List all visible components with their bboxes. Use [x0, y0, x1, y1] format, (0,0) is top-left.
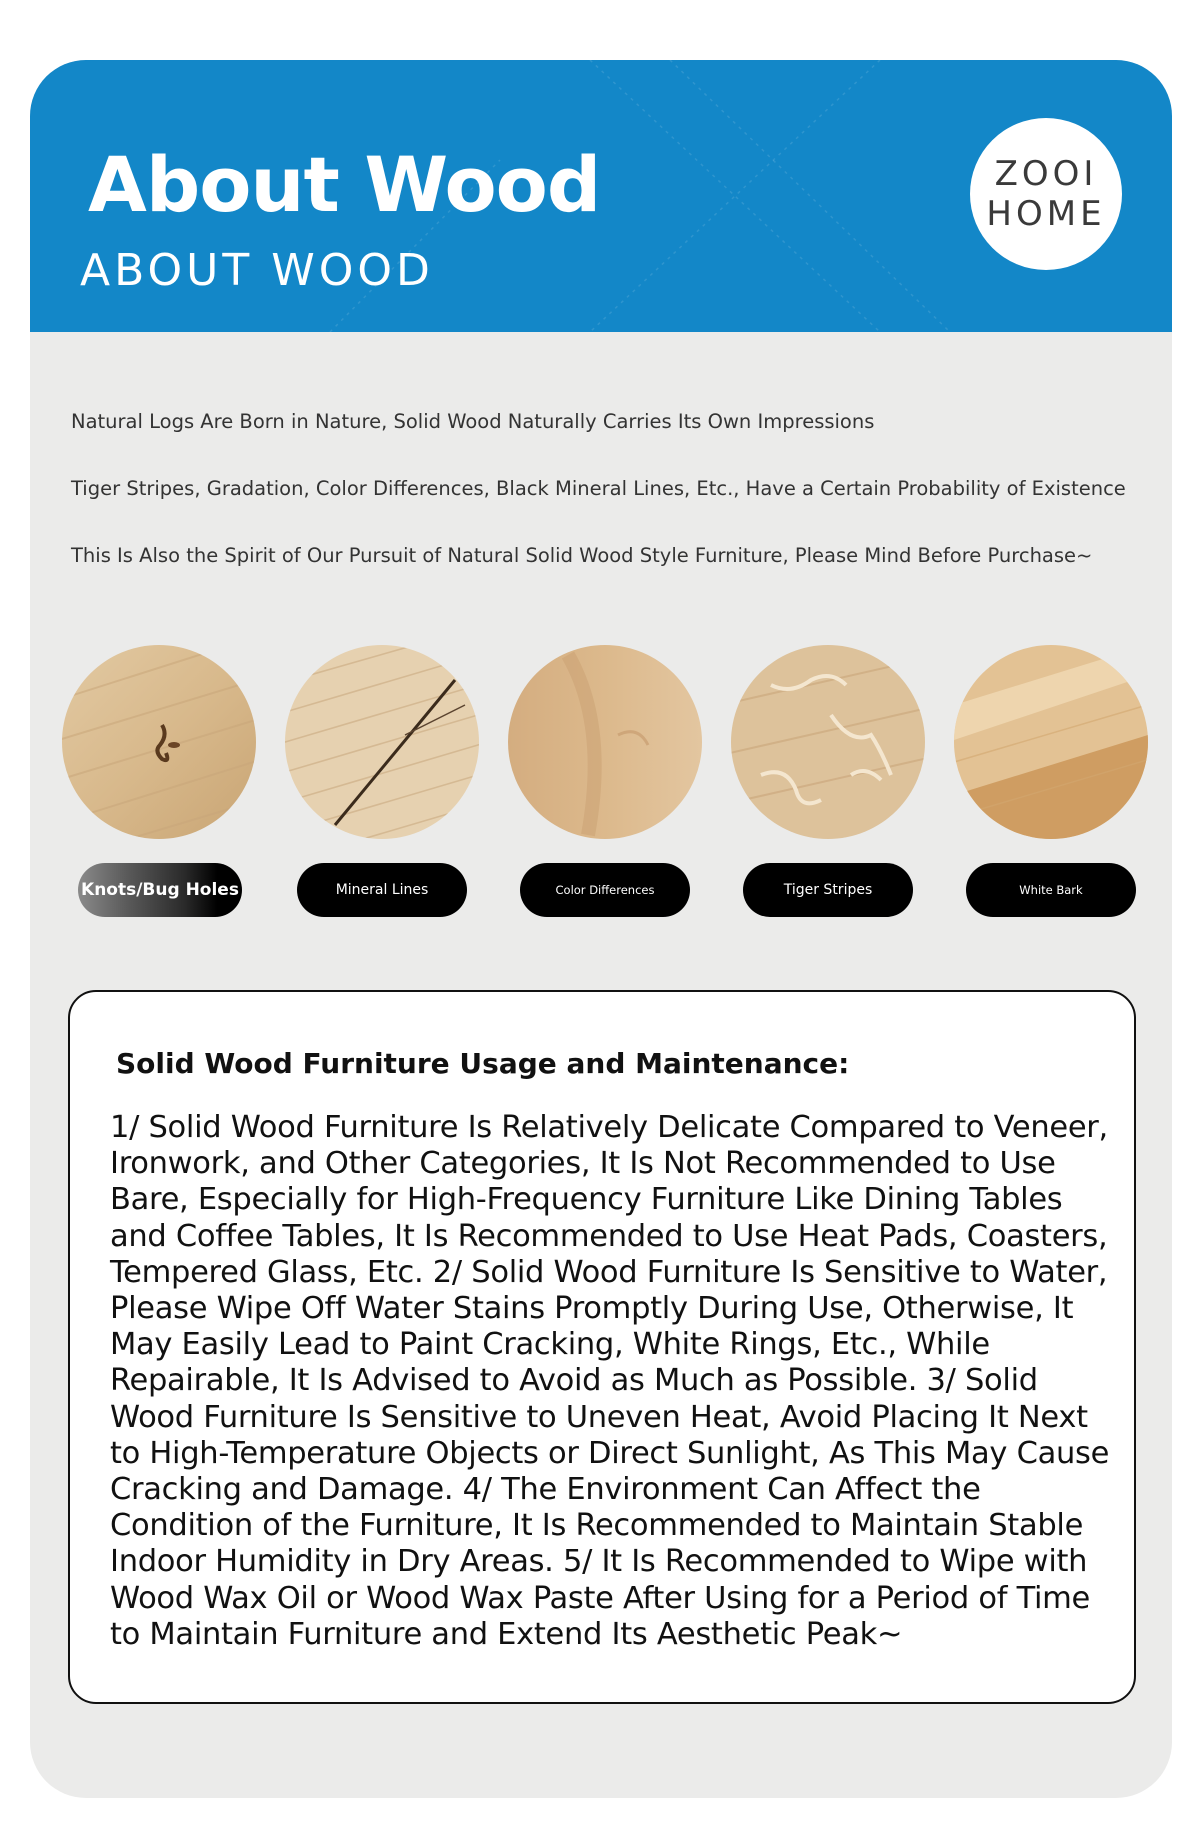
- header-banner: [30, 60, 1172, 332]
- wood-color-difference-swatch: [508, 645, 702, 839]
- intro-line-2: Tiger Stripes, Gradation, Color Differences, Black Mineral Lines, Etc., Have a Certain Probability of Existence: [71, 477, 1126, 500]
- logo-line-2: HOME: [986, 194, 1106, 234]
- intro-line-1: Natural Logs Are Born in Nature, Solid Wood Naturally Carries Its Own Impressions: [71, 410, 875, 433]
- page-title: About Wood: [88, 140, 601, 229]
- label-mineral-lines: Mineral Lines: [297, 863, 467, 917]
- maintenance-box: [68, 990, 1136, 1704]
- about-wood-card: [30, 60, 1172, 1798]
- label-white-bark: White Bark: [966, 863, 1136, 917]
- label-tiger-stripes: Tiger Stripes: [743, 863, 913, 917]
- intro-text: [71, 410, 1151, 611]
- brand-logo: [970, 118, 1122, 270]
- maintenance-body: 1/ Solid Wood Furniture Is Relatively Delicate Compared to Veneer, Ironwork, and Other Categories, It Is Not Recommended to Use Bare, Especially for High-Frequency Furniture Like Dining Tables and Coffee Tables, It Is Recommended to Use Heat Pads, Coasters, Tempered Glass, Etc. 2/ Solid Wood Furniture Is Sensitive to Water, Please Wipe Off Water Stains Promptly During Use, Otherwise, It May Easily Lead to Paint Cracking, White Rings, Etc., While Repairable, It Is Advised to Avoid as Much as Possible. 3/ Solid Wood Furniture Is Sensitive to Uneven Heat, Avoid Placing It Next to High-Temperature Objects or Direct Sunlight, As This May Cause Cracking and Damage. 4/ The Environment Can Affect the Condition of the Furniture, It Is Recommended to Maintain Stable Indoor Humidity in Dry Areas. 5/ It Is Recommended to Wipe with Wood Wax Oil or Wood Wax Paste After Using for a Period of Time to Maintain Furniture and Extend Its Aesthetic Peak~: [110, 1110, 1110, 1652]
- wood-white-bark-swatch: [954, 645, 1148, 839]
- label-knots-bug-holes: Knots/Bug Holes: [78, 863, 242, 917]
- intro-line-3: This Is Also the Spirit of Our Pursuit of Natural Solid Wood Style Furniture, Please Mind Before Purchase~: [71, 544, 1093, 567]
- wood-knot-swatch: [62, 645, 256, 839]
- wood-mineral-line-swatch: [285, 645, 479, 839]
- wood-tiger-stripe-swatch: [731, 645, 925, 839]
- maintenance-title: Solid Wood Furniture Usage and Maintenance:: [116, 1047, 850, 1080]
- page-subtitle: ABOUT WOOD: [80, 245, 434, 296]
- logo-line-1: ZOOI: [994, 154, 1098, 194]
- label-color-differences: Color Differences: [520, 863, 690, 917]
